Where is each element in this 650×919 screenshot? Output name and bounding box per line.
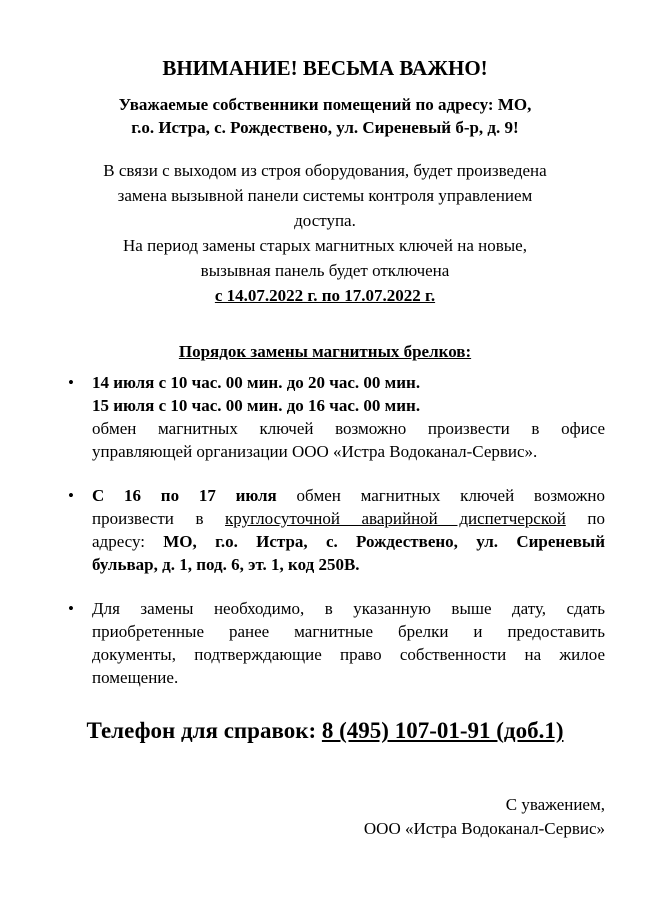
dispatch-address-prefix: адресу:	[92, 532, 164, 551]
documents-line-1: Для замены необходимо, в указанную выше дату, сдать	[92, 599, 605, 618]
addressee-line-2: г.о. Истра, с. Рождествено, ул. Сиреневый б-р, д. 9!	[131, 118, 519, 137]
phone-line	[0, 716, 650, 746]
signoff-greeting: С уважением,	[505, 795, 605, 814]
office-text-line-1: обмен магнитных ключей возможно произвести в офисе	[92, 419, 605, 438]
dispatch-text: обмен магнитных ключей возможно	[276, 486, 605, 505]
bullet-icon: •	[68, 373, 74, 392]
intro-line-1: В связи с выходом из строя оборудования, будет произведена	[103, 161, 547, 180]
intro-line-5: вызывная панель будет отключена	[200, 261, 450, 280]
documents-line-2: приобретенные ранее магнитные брелки и предоставить	[92, 622, 605, 641]
list-item-required-documents	[68, 597, 605, 689]
intro-line-3: доступа.	[294, 211, 356, 230]
phone-number: 8 (495) 107-01-91 (доб.1)	[321, 718, 564, 743]
documents-line-4: помещение.	[92, 668, 179, 687]
phone-label: Телефон для справок:	[86, 718, 322, 743]
dispatch-address-part-1: МО, г.о. Истра, с. Рождествено, ул. Сиреневый	[163, 532, 605, 551]
signoff-organization: ООО «Истра Водоканал-Сервис»	[363, 819, 605, 838]
dispatch-address-part-2: бульвар, д. 1, под. 6, эт. 1, код 250В.	[92, 555, 360, 574]
order-heading: Порядок замены магнитных брелков:	[178, 342, 472, 361]
bullet-icon: •	[68, 599, 74, 618]
dispatch-dates: С 16 по 17 июля	[92, 486, 277, 505]
intro-line-2: замена вызывной панели системы контроля управлением	[117, 186, 533, 205]
dispatch-line-2	[92, 507, 605, 530]
intro-paragraph	[60, 158, 590, 308]
intro-line-4: На период замены старых магнитных ключей на новые,	[123, 236, 527, 255]
dispatch-line-1	[92, 484, 605, 507]
addressee-line-1: Уважаемые собственники помещений по адресу: МО,	[118, 95, 532, 114]
dispatch-office-link: круглосуточной аварийной диспетчерской	[225, 509, 566, 528]
signature-block	[364, 793, 605, 841]
schedule-line-2: 15 июля с 10 час. 00 мин. до 16 час. 00 мин.	[92, 396, 421, 415]
schedule-line-1: 14 июля с 10 час. 00 мин. до 20 час. 00 мин.	[92, 373, 421, 392]
notice-title: ВНИМАНИЕ! ВЕСЬМА ВАЖНО!	[162, 56, 488, 80]
shutdown-dates: с 14.07.2022 г. по 17.07.2022 г.	[214, 286, 436, 305]
dispatch-text-before-link: произвести в	[92, 509, 226, 528]
list-item-dispatch-exchange	[68, 484, 605, 576]
bullet-icon: •	[68, 486, 74, 505]
documents-line-3: документы, подтверждающие право собственности на жилое	[92, 645, 605, 664]
office-text-line-2: управляющей организации ООО «Истра Водоканал-Сервис».	[92, 442, 538, 461]
dispatch-line-3	[92, 530, 605, 553]
list-item-office-exchange	[68, 371, 605, 463]
addressee-block	[60, 93, 590, 139]
dispatch-text-after-link: по	[565, 509, 605, 528]
